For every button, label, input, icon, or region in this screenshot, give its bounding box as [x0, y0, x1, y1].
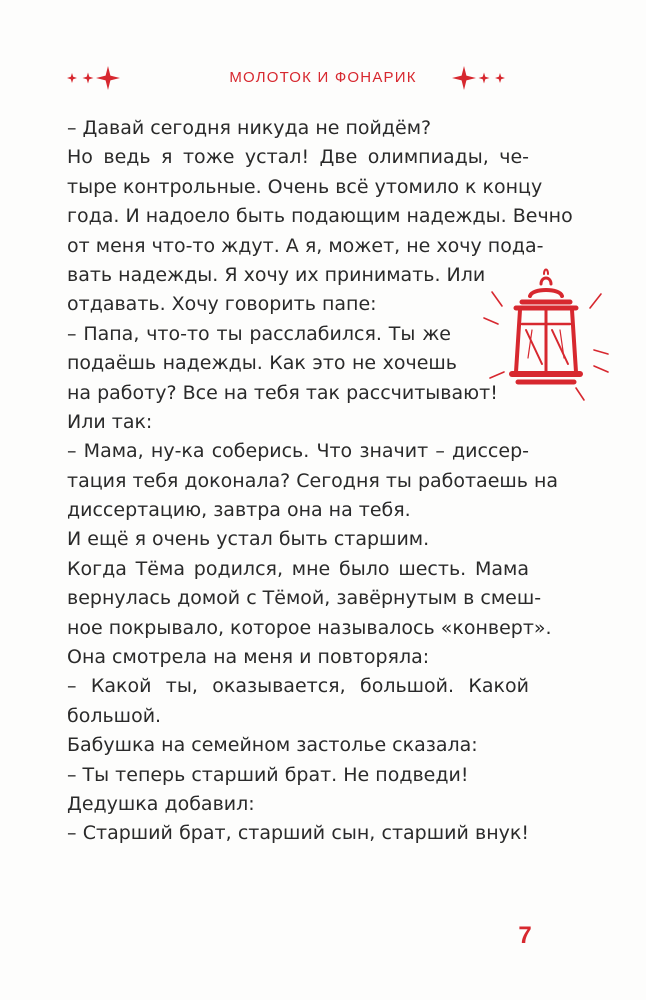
text-line: на работу? Все на тебя так рассчитывают! [67, 381, 498, 404]
text-line: вернулась домой с Тёмой, завёрнутым в смеш- [67, 587, 542, 610]
text-line: – Ты теперь старший брат. Не подведи! [67, 763, 469, 786]
body-text [67, 114, 573, 849]
text-line: И ещё я очень устал быть старшим. [67, 528, 430, 551]
lantern-icon [470, 268, 620, 418]
text-line: от меня что-то ждут. А я, может, не хочу пода- [67, 234, 544, 257]
text-line: Когда Тёма родился, мне было шесть. Мама [67, 557, 529, 580]
text-line: тация тебя доконала? Сегодня ты работаешь на [67, 469, 559, 492]
text-line: вать надежды. Я хочу их принимать. Или [67, 263, 486, 286]
text-line: Бабушка на семейном застолье сказала: [67, 734, 478, 757]
text-line: – Какой ты, оказывается, большой. Какой [67, 675, 529, 698]
text-line: года. И надоело быть подающим надежды. Вечно [67, 205, 573, 228]
text-line: Но ведь я тоже устал! Две олимпиады, че- [67, 146, 529, 169]
text-line: подаёшь надежды. Как это не хочешь [67, 352, 457, 375]
sparkle-stars-icon [66, 62, 120, 94]
text-line: ное покрывало, которое называлось «конверт». [67, 616, 552, 639]
text-line: большой. [67, 704, 162, 727]
page-number: 7 [518, 922, 532, 949]
text-line: – Папа, что-то ты расслабился. Ты же [67, 322, 451, 345]
text-line: Дедушка добавил: [67, 792, 255, 815]
text-line: – Старший брат, старший сын, старший внук! [67, 822, 529, 845]
text-line: диссертацию, завтра она на тебя. [67, 499, 411, 522]
sparkle-stars-icon [452, 62, 506, 94]
text-line: – Давай сегодня никуда не пойдём? [67, 117, 432, 139]
text-line: Или так: [67, 410, 153, 433]
text-line: – Мама, ну-ка соберись. Что значит – диссер- [67, 440, 529, 463]
text-line: Она смотрела на меня и повторяла: [67, 646, 430, 669]
running-title: МОЛОТОК И ФОНАРИК [229, 69, 417, 86]
text-line: отдавать. Хочу говорить папе: [67, 293, 377, 316]
page-header [0, 62, 646, 94]
text-line: тыре контрольные. Очень всё утомило к концу [67, 175, 543, 198]
